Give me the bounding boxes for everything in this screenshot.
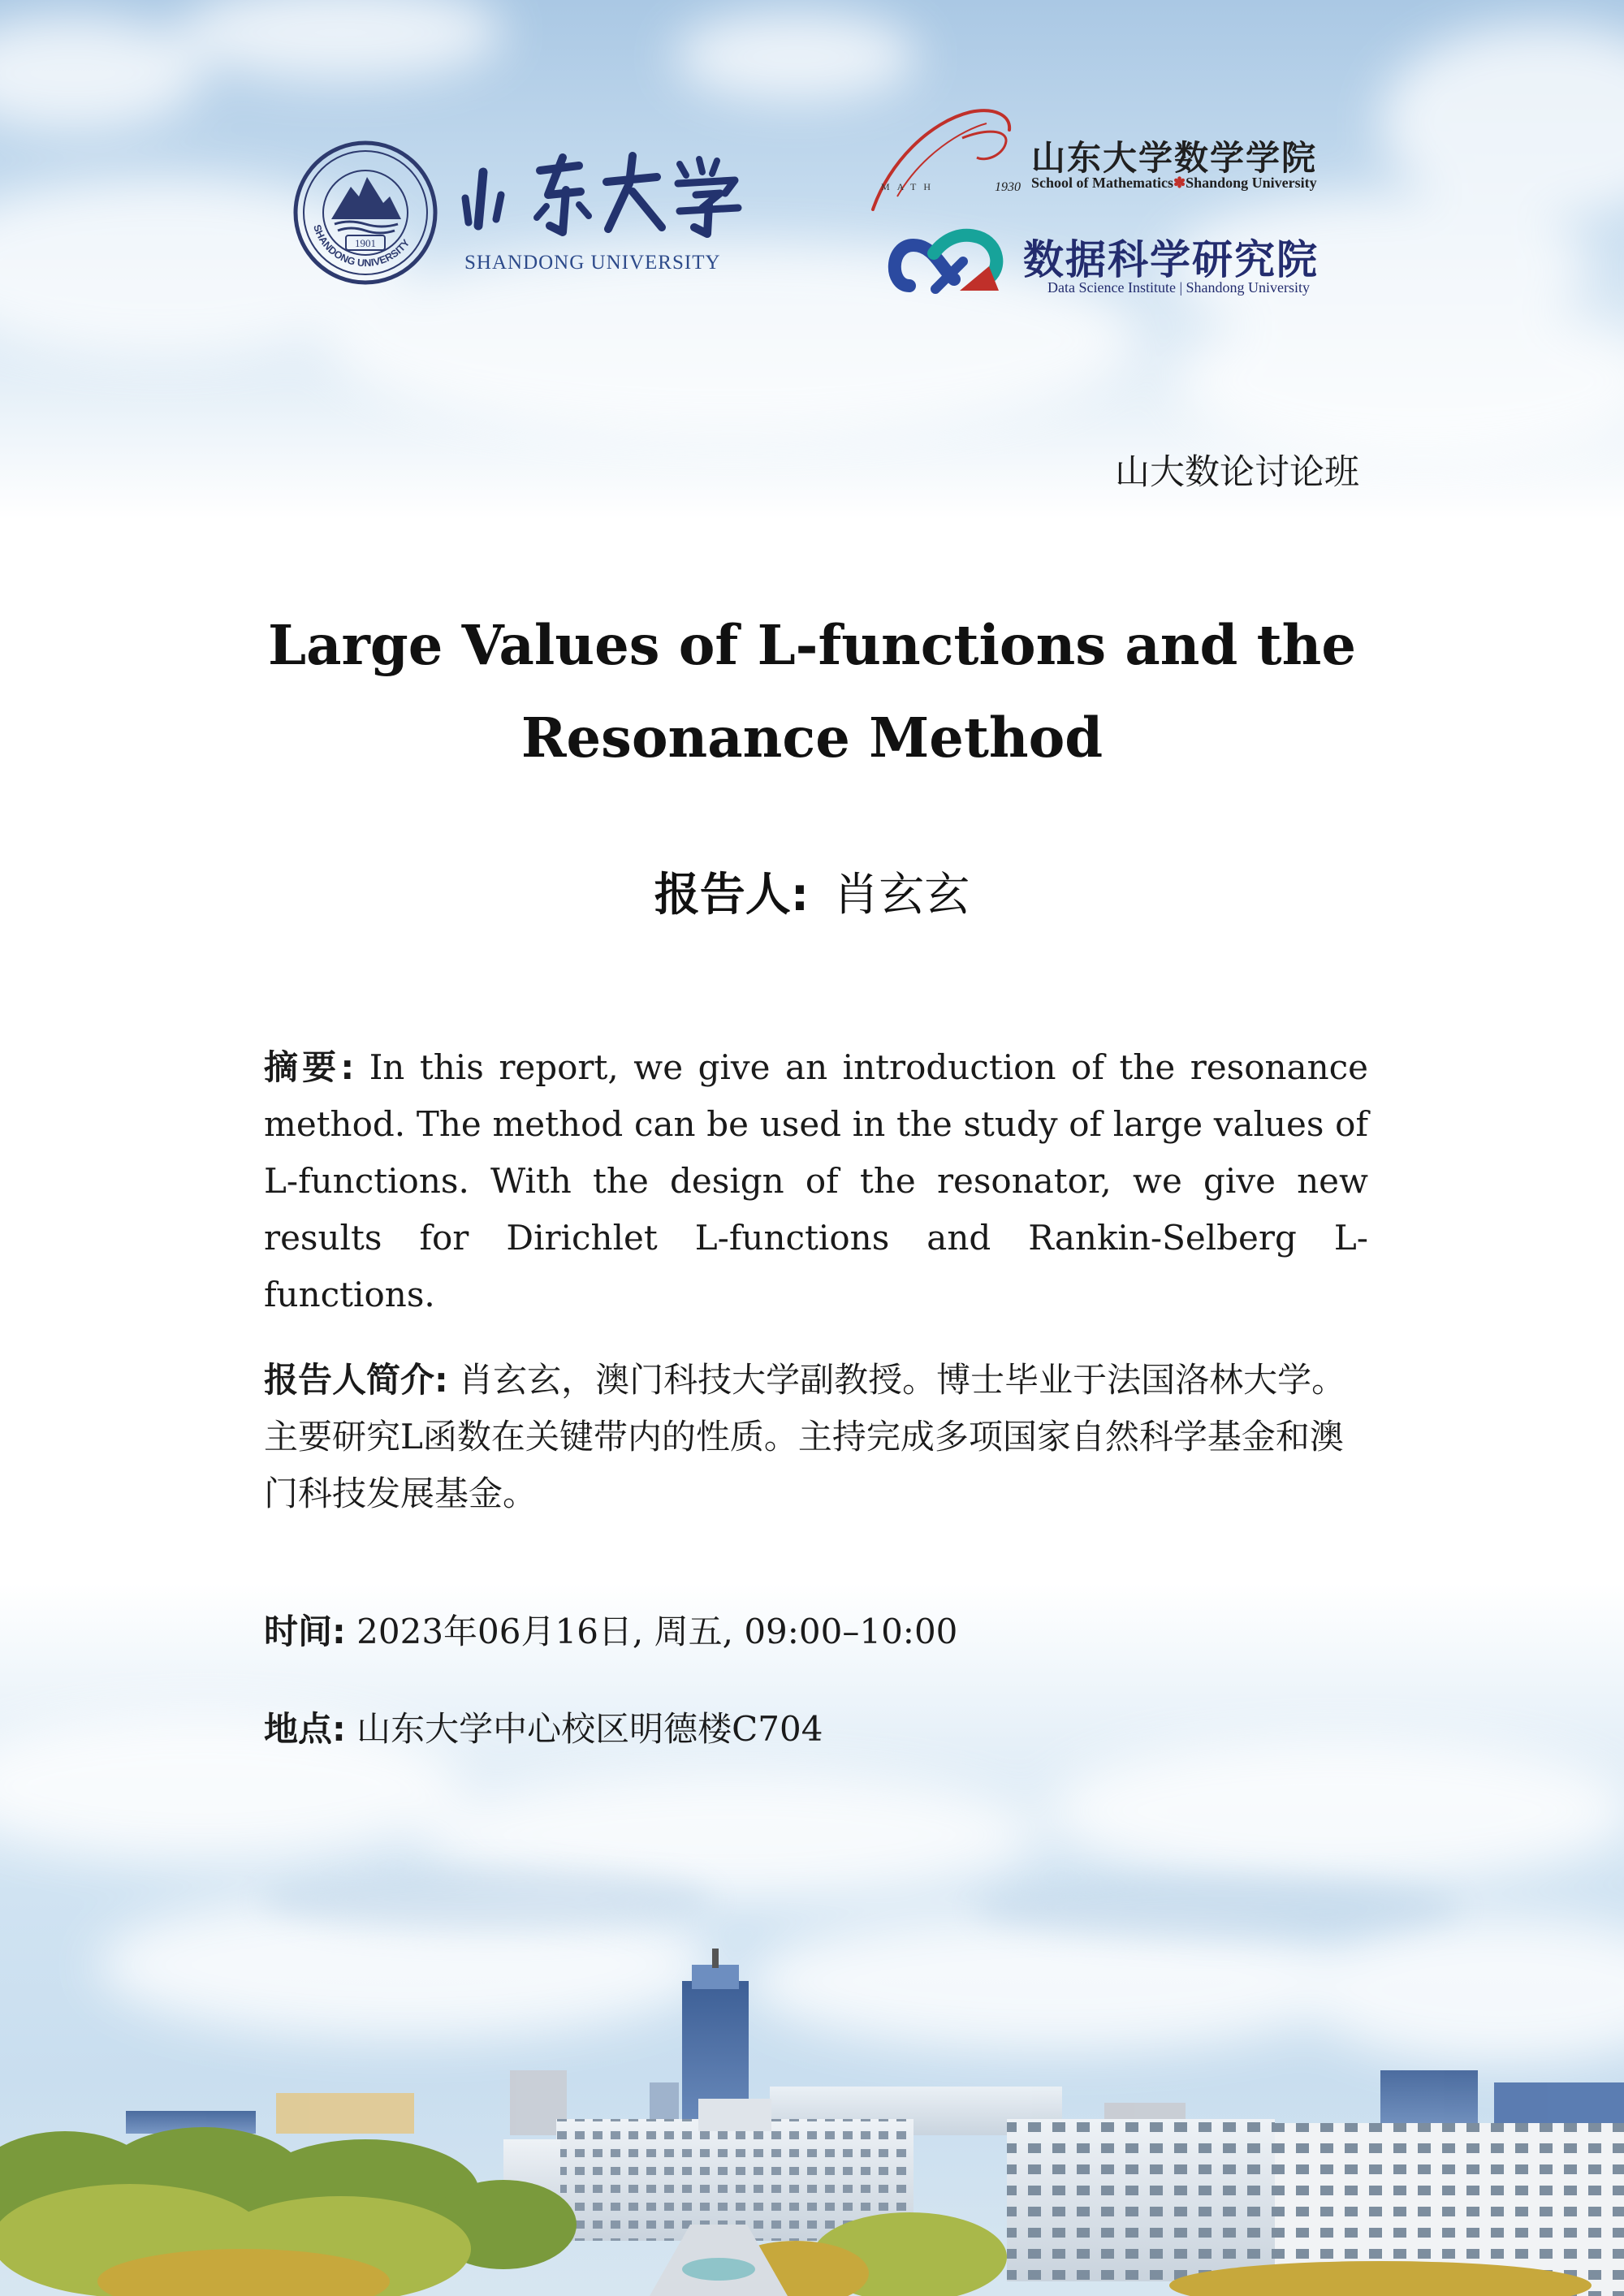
svg-text:MATH: MATH (881, 181, 939, 192)
math-arc-icon (865, 106, 1027, 211)
math-founding-year: 1930 (995, 180, 1021, 194)
bio-label: 报告人简介: (264, 1360, 448, 1400)
school-of-mathematics-logo (865, 106, 1352, 203)
math-school-english-part2: Shandong University (1186, 175, 1317, 191)
speaker-bio-section (264, 1352, 1368, 1522)
time-label: 时间: (264, 1612, 346, 1651)
svg-text:SHANDONG UNIVERSITY: SHANDONG UNIVERSITY (311, 222, 412, 270)
abstract-label: 摘要: (264, 1047, 355, 1087)
abstract-section (264, 1039, 1368, 1323)
talk-title-line-1: Large Values of L-functions and the (268, 613, 1356, 677)
dsi-chinese-name: 数据科学研究院 (1023, 235, 1319, 283)
talk-title (203, 599, 1421, 784)
dsi-english-name: Data Science Institute | Shandong University (1047, 279, 1311, 296)
header-logos (0, 0, 1624, 341)
svg-text:1901: 1901 (355, 237, 376, 249)
math-school-english-name (1031, 175, 1317, 192)
separator-star-icon: ✽ (1173, 175, 1186, 191)
campus-skyline-illustration (0, 1949, 1624, 2296)
speaker-name: 肖玄玄 (833, 869, 970, 921)
speaker-label: 报告人: (654, 869, 810, 921)
location-value: 山东大学中心校区明德楼C704 (345, 1709, 823, 1749)
speaker-line (0, 859, 1624, 924)
math-school-chinese-name: 山东大学数学学院 (1031, 138, 1318, 178)
talk-title-line-2: Resonance Method (520, 706, 1104, 770)
dsi-infinity-mark-icon (885, 221, 1007, 302)
university-seal-icon (292, 140, 438, 286)
university-english-name: SHANDONG UNIVERSITY (464, 252, 721, 274)
abstract-text: In this report, we give an introduction of the resonance method. The method can be used in the study of large values of L-functions. With the design of the resonator, we give new results for Dirichlet L-functions and Rankin-Selberg L-functions. (264, 1047, 1369, 1314)
calligraphy-logotype-icon (459, 148, 751, 241)
time-section (264, 1603, 1368, 1660)
location-label: 地点: (264, 1709, 346, 1749)
shandong-university-logo (292, 140, 763, 286)
seminar-name: 山大数论讨论班 (1115, 452, 1359, 493)
location-section (264, 1701, 1368, 1758)
time-value: 2023年06月16日, 周五, 09:00–10:00 (345, 1612, 958, 1651)
bio-text: 肖玄玄，澳门科技大学副教授。博士毕业于法国洛林大学。主要研究L函数在关键带内的性质。主持完成多项国家自然科学基金和澳门科技发展基金。 (264, 1360, 1346, 1513)
math-school-english-part1: School of Mathematics (1031, 175, 1173, 191)
data-science-institute-logo (885, 221, 1372, 310)
